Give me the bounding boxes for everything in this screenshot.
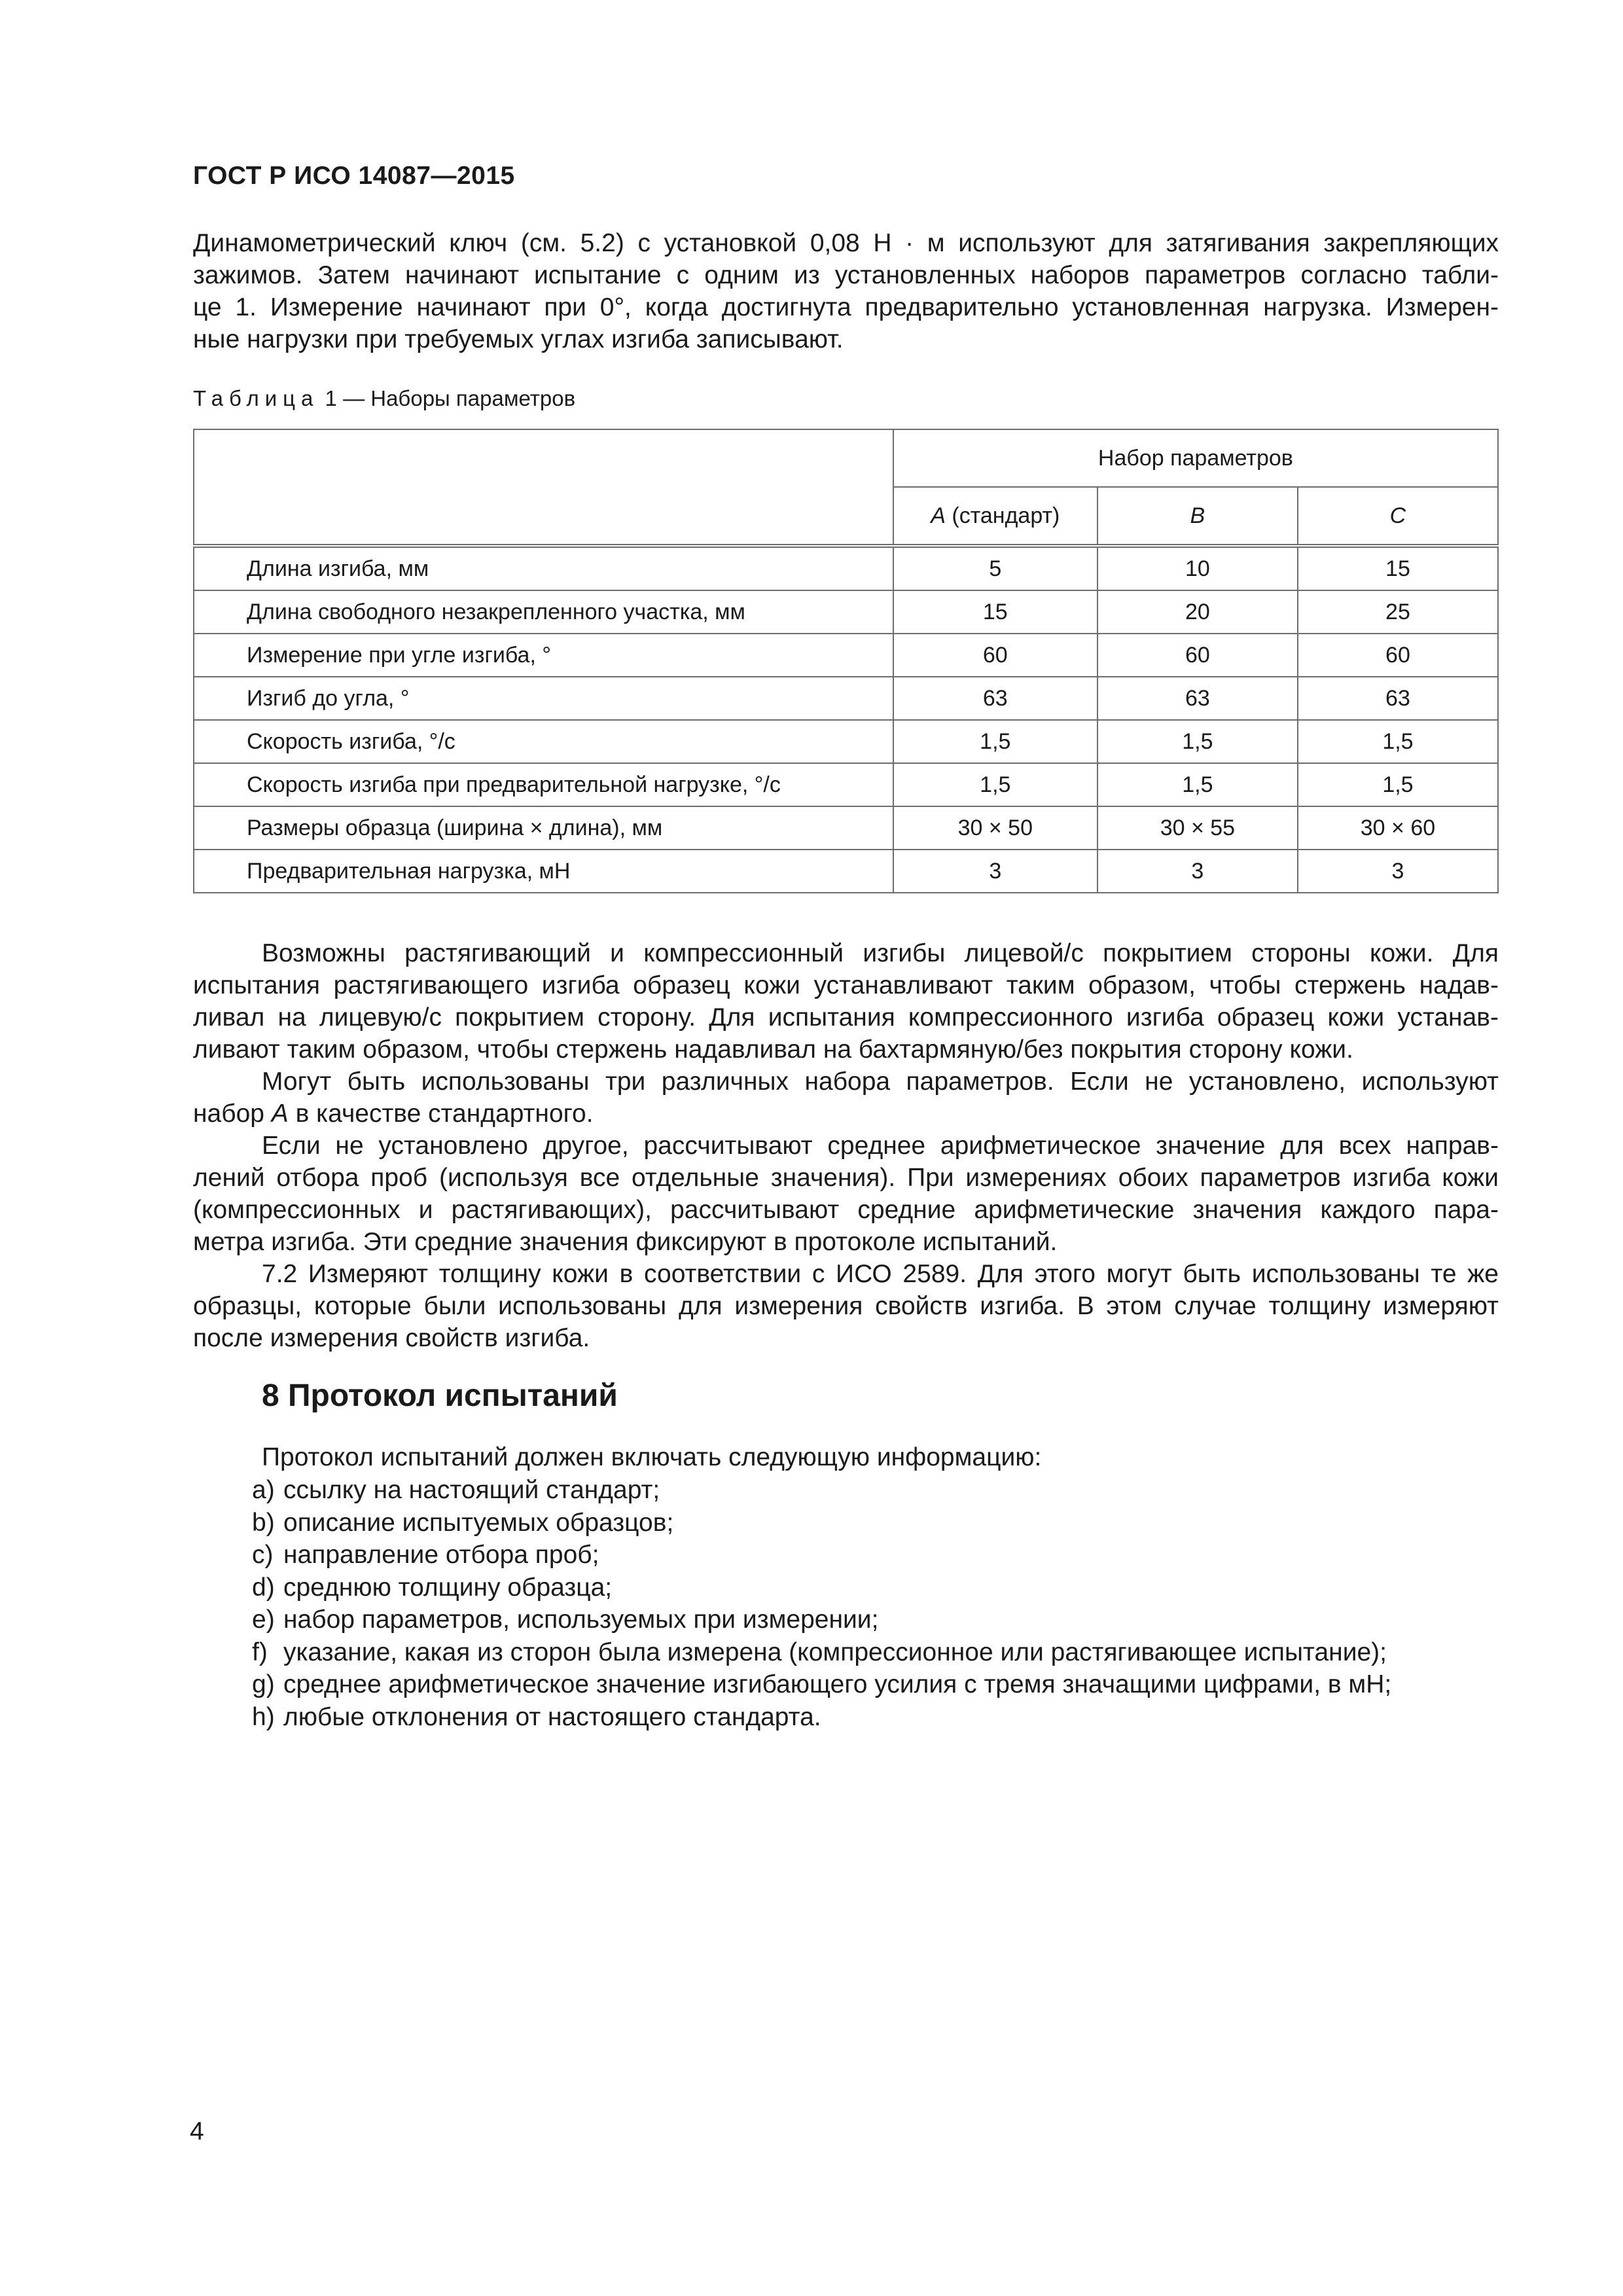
list-item-text: ссылку на настоящий стандарт;	[283, 1476, 660, 1504]
row-label: Размеры образца (ширина × длина), мм	[194, 806, 893, 850]
column-header-a: А (стандарт)	[893, 487, 1097, 546]
table-row	[194, 634, 1498, 677]
text-line: Возможны растягивающий и компрессионный изгибы лицевой/с покрытием стороны кожи. Для	[262, 939, 1499, 967]
text-line: испытания растягивающего изгиба образец кожи устанавливают таким образом, чтобы стержень надав-	[193, 971, 1499, 999]
text-line: (компрессионных и растягивающих), рассчитывают средние арифметические значения каждого пара-	[193, 1196, 1499, 1224]
table-corner-cell	[194, 429, 893, 546]
cell-c: 3	[1298, 850, 1498, 893]
text-line: набор А в качестве стандартного.	[193, 1100, 594, 1128]
table-row	[194, 720, 1498, 763]
column-header-b: В	[1097, 487, 1298, 546]
list-marker: g)	[252, 1670, 275, 1698]
text-line: зажимов. Затем начинают испытание с одним из установленных наборов параметров согласно табли-	[193, 261, 1499, 289]
table-row	[194, 850, 1498, 893]
text-line: Могут быть использованы три различных набора параметров. Если не установлено, используют	[262, 1067, 1499, 1096]
cell-b: 1,5	[1097, 763, 1298, 806]
cell-b: 3	[1097, 850, 1298, 893]
row-label: Предварительная нагрузка, мН	[194, 850, 893, 893]
row-label: Скорость изгиба, °/с	[194, 720, 893, 763]
list-item	[252, 1474, 1391, 1507]
cell-b: 63	[1097, 677, 1298, 720]
text-line: образцы, которые были использованы для измерения свойств изгиба. В этом случае толщину измеряют	[193, 1292, 1499, 1320]
cell-a: 30 × 50	[893, 806, 1097, 850]
cell-b: 1,5	[1097, 720, 1298, 763]
list-item-text: любые отклонения от настоящего стандарта.	[283, 1702, 821, 1731]
intro-paragraph	[193, 227, 1499, 355]
report-requirements-list	[252, 1474, 1391, 1733]
list-marker: h)	[252, 1702, 275, 1731]
cell-b: 20	[1097, 590, 1298, 634]
list-item	[252, 1571, 1391, 1604]
list-intro: Протокол испытаний должен включать следующую информацию:	[262, 1443, 1042, 1471]
row-label: Скорость изгиба при предварительной нагрузке, °/с	[194, 763, 893, 806]
cell-a: 1,5	[893, 763, 1097, 806]
cell-c: 30 × 60	[1298, 806, 1498, 850]
list-item-text: направление отбора проб;	[283, 1541, 599, 1569]
table-caption-label: Таблица	[193, 386, 319, 410]
text-line: ливал на лицевую/с покрытием сторону. Для испытания компрессионного изгиба образец кожи устанав-	[193, 1003, 1499, 1031]
list-item	[252, 1604, 1391, 1636]
list-item-text: среднюю толщину образца;	[283, 1573, 613, 1602]
table-row	[194, 590, 1498, 634]
text-line: лений отбора проб (используя все отдельные значения). При измерениях обоих параметров изгиба кожи	[193, 1164, 1499, 1192]
list-marker: b)	[252, 1508, 275, 1537]
table-row	[194, 677, 1498, 720]
body-paragraph-bending-modes	[193, 937, 1499, 1066]
table-caption	[193, 386, 575, 411]
body-paragraph-parameter-sets	[193, 1066, 1499, 1130]
cell-c: 25	[1298, 590, 1498, 634]
cell-a: 60	[893, 634, 1097, 677]
table-caption-title: 1 — Наборы параметров	[319, 386, 576, 410]
list-marker: f)	[252, 1638, 268, 1666]
list-item-text: набор параметров, используемых при измерении;	[283, 1605, 879, 1634]
cell-a: 5	[893, 546, 1097, 590]
list-item	[252, 1539, 1391, 1571]
list-item	[252, 1668, 1391, 1701]
list-marker: c)	[252, 1541, 274, 1569]
text-line: це 1. Измерение начинают при 0°, когда достигнута предварительно установленная нагрузка. Измерен-	[193, 293, 1499, 321]
cell-a: 1,5	[893, 720, 1097, 763]
cell-c: 1,5	[1298, 763, 1498, 806]
cell-c: 1,5	[1298, 720, 1498, 763]
section-heading: 8 Протокол испытаний	[262, 1378, 618, 1413]
cell-a: 63	[893, 677, 1097, 720]
list-item-text: среднее арифметическое значение изгибающего усилия с тремя значащими цифрами, в мН;	[283, 1670, 1392, 1698]
row-label: Изгиб до угла, °	[194, 677, 893, 720]
cell-a: 3	[893, 850, 1097, 893]
cell-c: 60	[1298, 634, 1498, 677]
parameter-sets-table	[193, 429, 1499, 893]
table-row	[194, 546, 1498, 590]
list-marker: a)	[252, 1476, 275, 1504]
list-marker: e)	[252, 1605, 275, 1634]
body-paragraph-averaging	[193, 1130, 1499, 1258]
page-number: 4	[190, 2117, 204, 2145]
cell-a: 15	[893, 590, 1097, 634]
row-label: Измерение при угле изгиба, °	[194, 634, 893, 677]
table-row	[194, 763, 1498, 806]
text-line: метра изгиба. Эти средние значения фиксируют в протоколе испытаний.	[193, 1228, 1058, 1256]
cell-c: 15	[1298, 546, 1498, 590]
column-header-c: С	[1298, 487, 1498, 546]
list-item	[252, 1701, 1391, 1734]
text-line: ливают таким образом, чтобы стержень надавливал на бахтармяную/без покрытия сторону кожи.	[193, 1035, 1353, 1064]
body-paragraph-thickness	[193, 1258, 1499, 1354]
table-row	[194, 806, 1498, 850]
text-line: 7.2 Измеряют толщину кожи в соответствии с ИСО 2589. Для этого могут быть использованы те же	[262, 1260, 1499, 1288]
table-group-header: Набор параметров	[893, 429, 1498, 487]
list-item	[252, 1507, 1391, 1539]
list-marker: d)	[252, 1573, 275, 1602]
text-line: ные нагрузки при требуемых углах изгиба записывают.	[193, 325, 844, 353]
list-item	[252, 1636, 1391, 1669]
row-label: Длина изгиба, мм	[194, 546, 893, 590]
list-item-text: описание испытуемых образцов;	[283, 1508, 674, 1537]
text-line: Если не установлено другое, рассчитывают среднее арифметическое значение для всех направ-	[262, 1132, 1499, 1160]
text-line: после измерения свойств изгиба.	[193, 1324, 590, 1352]
cell-b: 60	[1097, 634, 1298, 677]
cell-c: 63	[1298, 677, 1498, 720]
text-line: Динамометрический ключ (см. 5.2) с установкой 0,08 Н · м используют для затягивания закрепляющих	[193, 229, 1499, 257]
document-header: ГОСТ Р ИСО 14087—2015	[193, 162, 515, 190]
cell-b: 10	[1097, 546, 1298, 590]
cell-b: 30 × 55	[1097, 806, 1298, 850]
list-item-text: указание, какая из сторон была измерена (компрессионное или растягивающее испытание);	[283, 1638, 1387, 1666]
row-label: Длина свободного незакрепленного участка, мм	[194, 590, 893, 634]
